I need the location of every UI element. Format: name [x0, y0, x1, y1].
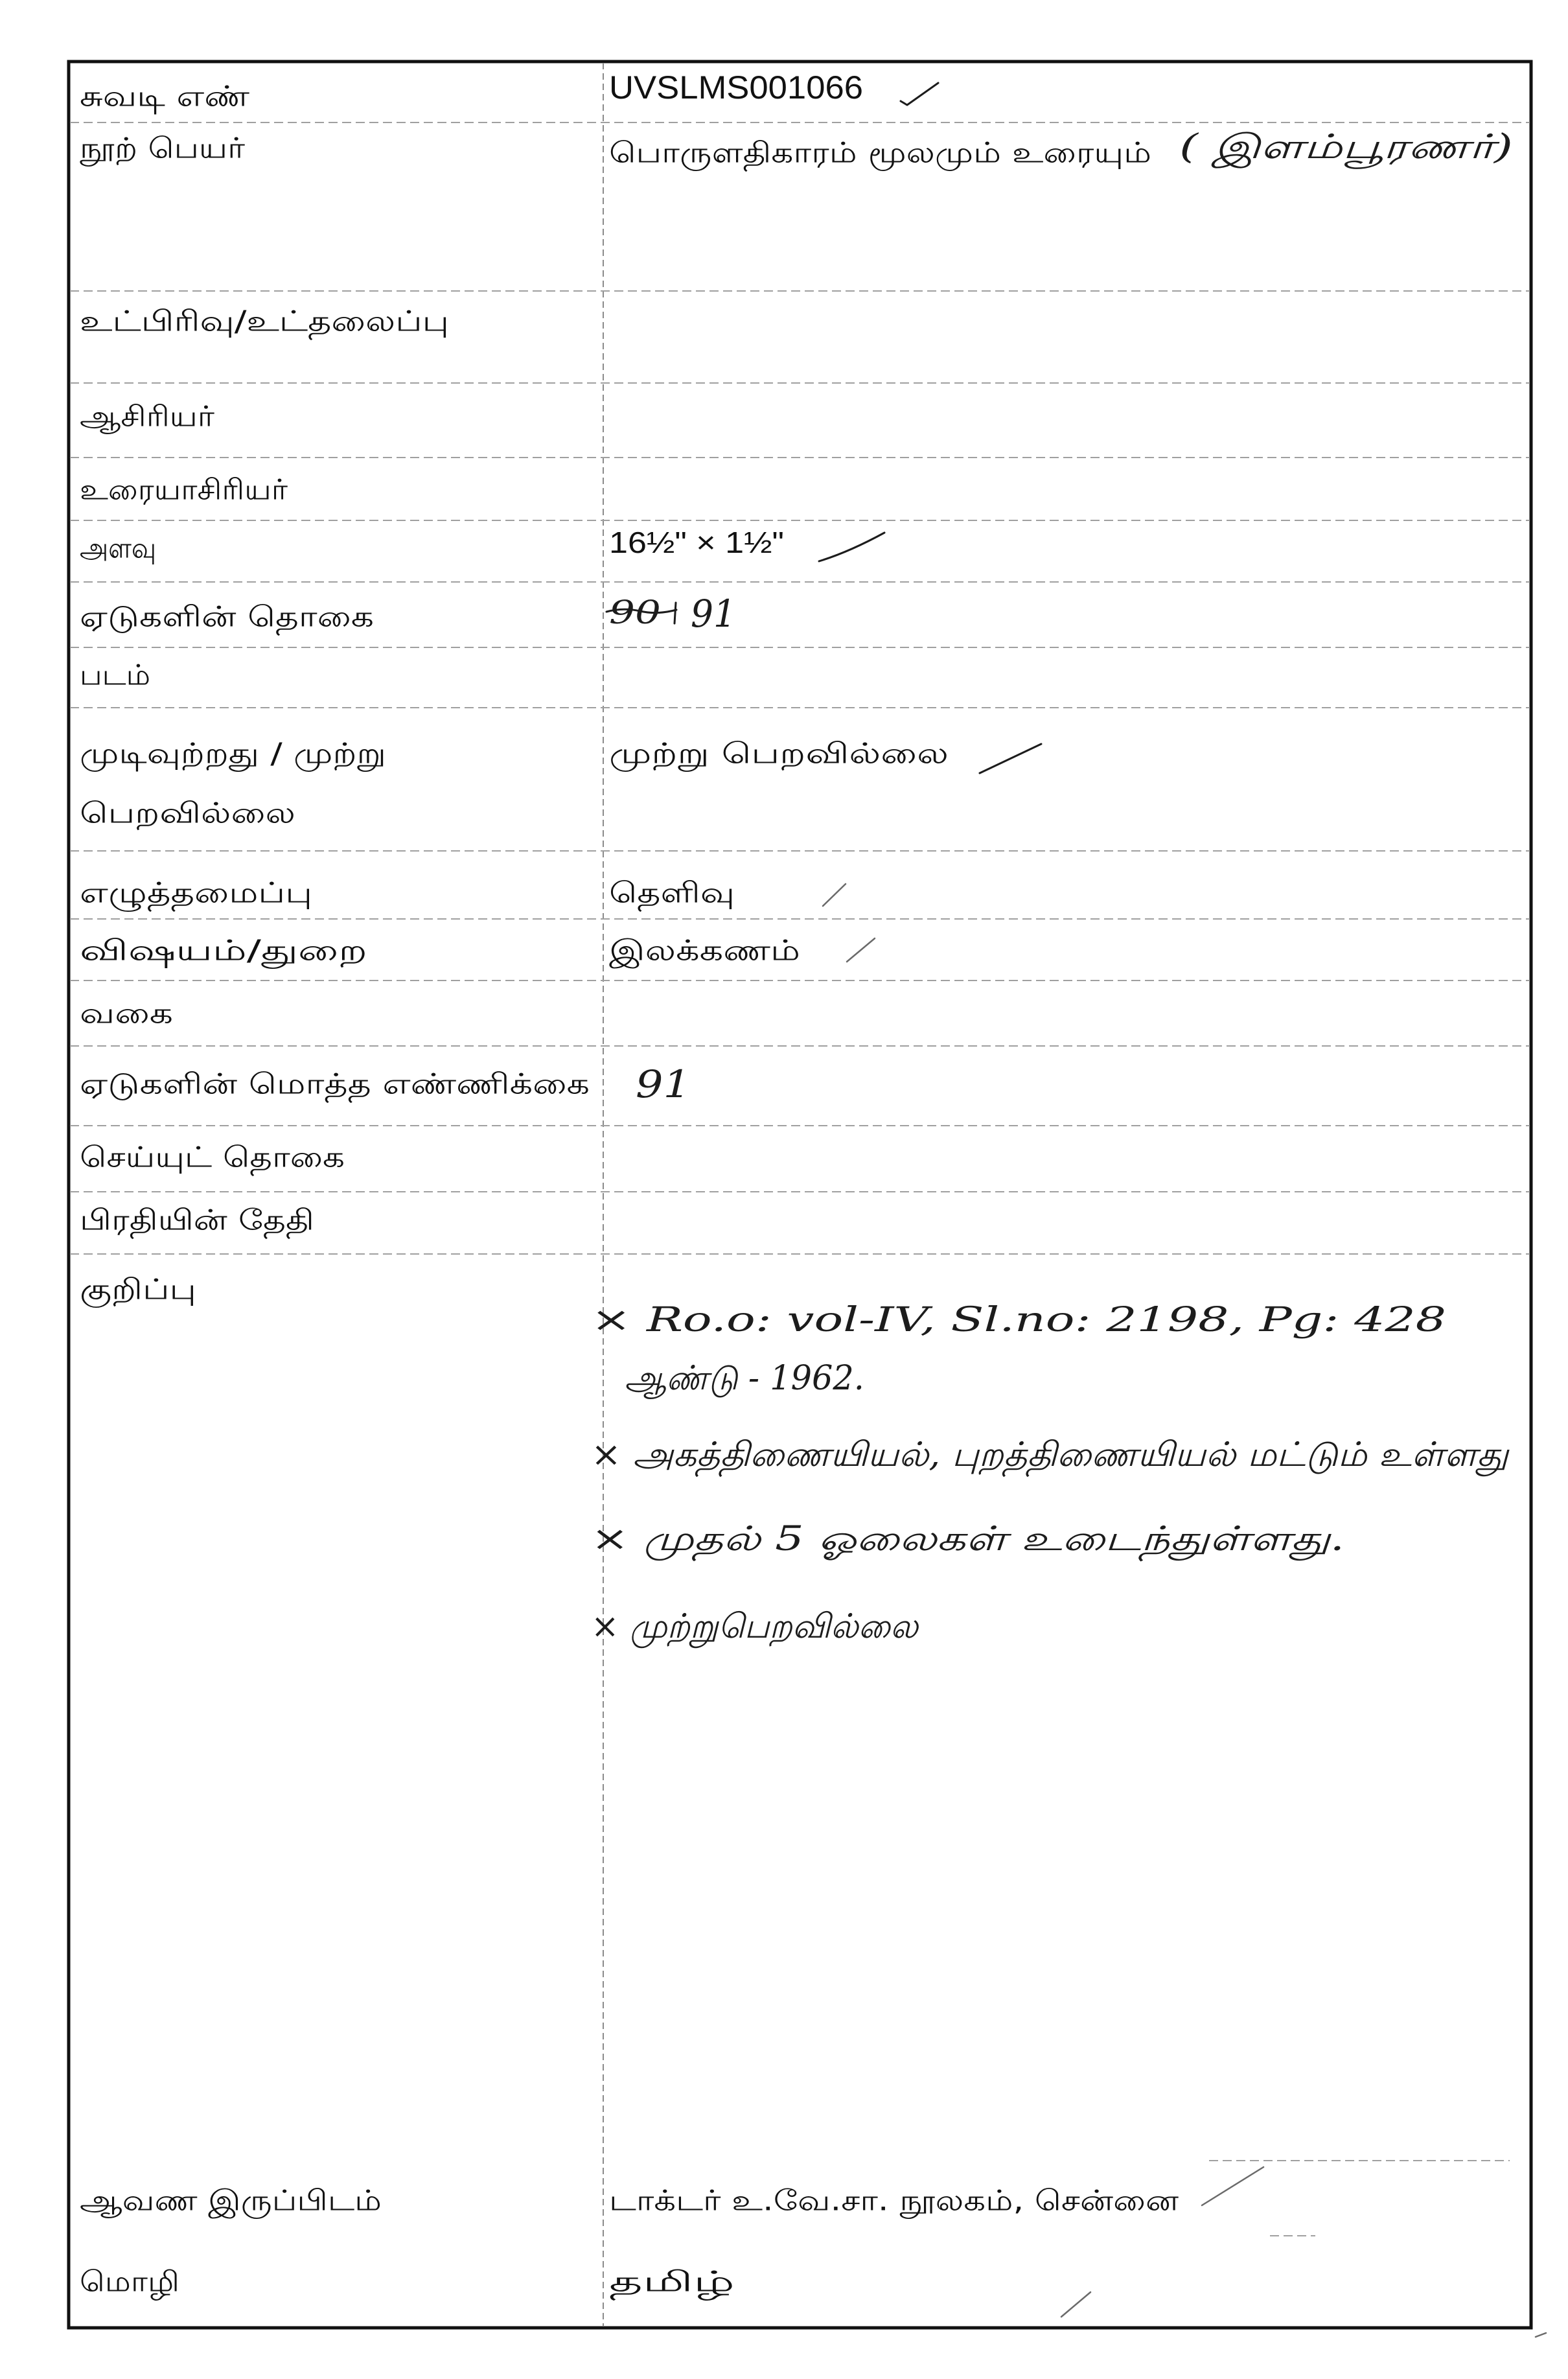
field-label: ஏடுகளின் தொகை: [80, 600, 315, 634]
tick-mark: [901, 83, 938, 105]
language-row: [80, 2266, 1090, 2317]
field-label: படம்: [80, 658, 150, 692]
script-quality-row: [80, 877, 846, 912]
handwritten-value: 91: [636, 1062, 691, 1106]
field-value: 16½" × 1½": [609, 526, 784, 559]
handwritten-note: × முதல் 5 ஓலைகள் உடைந்துள்ளது.: [591, 1520, 1152, 1559]
field-value: இலக்கணம்: [609, 934, 757, 968]
commentator-row: [80, 474, 288, 507]
tick-mark: [1202, 2167, 1263, 2205]
row-separators: [70, 122, 1530, 2236]
repository-row: [80, 2167, 1263, 2220]
form-border: [69, 62, 1531, 2328]
field-value: முற்று பெறவில்லை: [609, 737, 863, 771]
handwritten-note: × அகத்திணையியல், புறத்திணையியல் மட்டும் உள்ளது: [591, 1435, 1443, 1474]
field-value: பொருளதிகாரம் மூலமும் உரையும்: [609, 136, 1057, 170]
scan-mark: [1536, 2333, 1546, 2337]
field-label: ஆசிரியர்: [80, 400, 198, 434]
field-label: மொழி: [80, 2265, 168, 2299]
field-value: டாக்டர் உ.வே.சா. நூலகம், சென்னை: [609, 2184, 1085, 2218]
manuscript-number-row: [80, 69, 938, 115]
handwritten-note: ஆண்டு - 1962.: [625, 1359, 870, 1398]
field-value: தெளிவு: [609, 876, 709, 910]
pen-stroke: [674, 603, 676, 623]
field-label: செய்யுட் தொகை: [80, 1141, 299, 1174]
tick-mark: [1061, 2292, 1090, 2317]
handwritten-annotation: ( இளம்பூரணர்): [1179, 128, 1413, 167]
tick-mark: [980, 744, 1041, 773]
leaf-count-row: [80, 592, 736, 636]
handwritten-note: × முற்றுபெறவில்லை: [591, 1607, 919, 1646]
field-value: தமிழ்: [609, 2265, 679, 2299]
handwritten-note: × Ro.o: vol-IV, Sl.no: 2198, Pg: 428: [591, 1301, 1446, 1340]
verse-count-row: [80, 1141, 345, 1176]
field-label: அளவு: [80, 531, 156, 565]
field-label: ஏடுகளின் மொத்த எண்ணிக்கை: [80, 1067, 485, 1101]
illustration-row: [80, 659, 150, 692]
tick-mark: [819, 533, 884, 561]
field-label: பிரதியின் தேதி: [80, 1203, 272, 1237]
field-label: நூற் பெயர்: [80, 132, 221, 165]
author-row: [80, 400, 214, 434]
subdivision-row: [80, 305, 449, 340]
field-value: UVSLMS001066: [609, 69, 863, 106]
category-row: [80, 997, 173, 1030]
size-row: [80, 526, 884, 565]
subject-row: [80, 934, 875, 969]
tick-mark: [847, 938, 875, 962]
copy-date-row: [80, 1204, 314, 1239]
field-label: வகை: [80, 997, 173, 1030]
field-label: பெறவில்லை: [80, 796, 295, 830]
field-label: விஷயம்/துறை: [80, 934, 272, 968]
field-label: குறிப்பு: [80, 1273, 172, 1306]
field-label: ஆவண இருப்பிடம்: [80, 2184, 336, 2218]
notes-row: [80, 1273, 1510, 1649]
title-row: [80, 128, 1513, 172]
completion-status-row: [80, 737, 1041, 830]
field-label: சுவடி எண்: [80, 80, 216, 113]
field-label: எழுத்தமைப்பு: [80, 876, 262, 910]
struck-value: 90: [609, 594, 661, 631]
tick-mark: [823, 884, 846, 906]
handwritten-value: 91: [691, 592, 736, 636]
field-label: உரையாசிரியர்: [80, 473, 288, 507]
field-label: முடிவுற்றது / முற்று: [80, 737, 328, 771]
field-label: உட்பிரிவு/உட்தலைப்பு: [80, 305, 372, 338]
total-leaves-row: [80, 1062, 691, 1106]
